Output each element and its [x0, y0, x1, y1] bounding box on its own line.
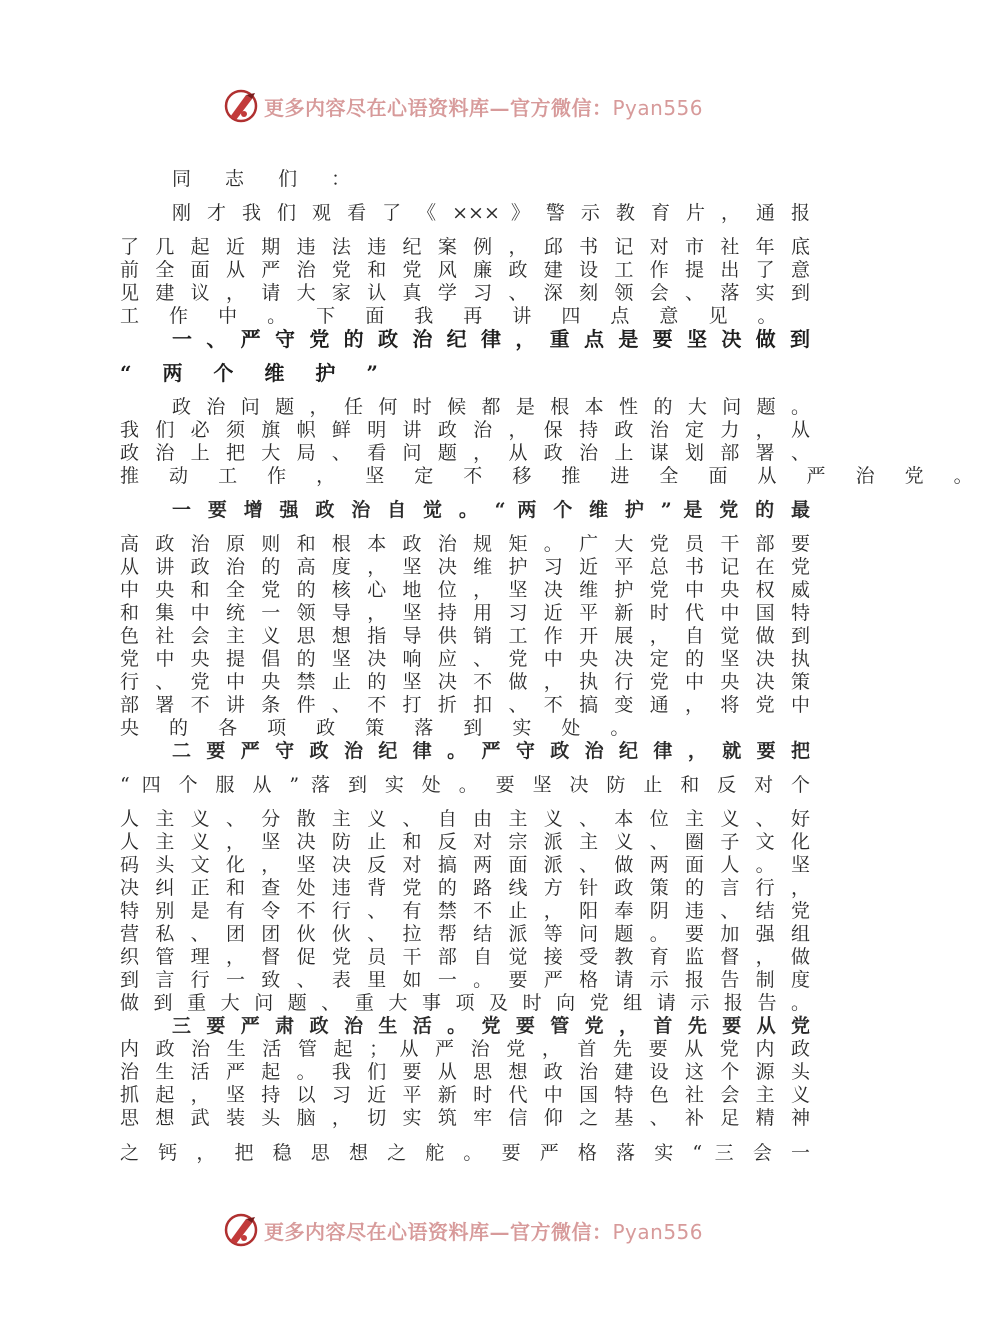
paragraph-line: 人 主 义 、 分 散 主 义 、 自 由 主 义 、 本 位 主 义 、 好 — [120, 808, 810, 830]
subheading-line: 一 要 增 强 政 治 自 觉 。 “ 两 个 维 护 ” 是 党 的 最 — [172, 499, 810, 521]
paragraph-line: 高 政 治 原 则 和 根 本 政 治 规 矩 。 广 大 党 员 干 部 要 — [120, 533, 810, 555]
paragraph-line: 央 的 各 项 政 策 落 到 实 处 。 — [120, 717, 642, 739]
paragraph-line: 治 生 活 严 起 。 我 们 要 从 思 想 政 治 建 设 这 个 源 头 — [120, 1061, 810, 1083]
paragraph-line: 从 讲 政 治 的 高 度 ， 坚 决 维 护 习 近 平 总 书 记 在 党 — [120, 556, 810, 578]
section-heading: 一 、 严 守 党 的 政 治 纪 律 ， 重 点 是 要 坚 决 做 到 — [172, 327, 810, 351]
paragraph-line: 营 私 、 团 团 伙 伙 、 拉 帮 结 派 等 问 题 。 要 加 强 组 — [120, 923, 810, 945]
paragraph-line: 中 央 和 全 党 的 核 心 地 位 ， 坚 决 维 护 党 中 央 权 威 — [120, 579, 810, 601]
paragraph-line: 工 作 中 。 下 面 我 再 讲 四 点 意 见 。 — [120, 305, 789, 327]
paragraph-line: 我 们 必 须 旗 帜 鲜 明 讲 政 治 ， 保 持 政 治 定 力 ， 从 — [120, 419, 810, 441]
paragraph-line: 政 治 上 把 大 局 、 看 问 题 ， 从 政 治 上 谋 划 部 署 、 — [120, 442, 810, 464]
paragraph-line: 之 钙 ， 把 稳 思 想 之 舵 。 要 严 格 落 实 “ 三 会 一 — [120, 1142, 810, 1164]
paragraph-line: 政 治 问 题 ， 任 何 时 候 都 是 根 本 性 的 大 问 题 。 — [172, 396, 810, 418]
paragraph-line: 决 纠 正 和 查 处 违 背 党 的 路 线 方 针 政 策 的 言 行 ， — [120, 877, 810, 899]
paragraph-line: 抓 起 ， 坚 持 以 习 近 平 新 时 代 中 国 特 色 社 会 主 义 — [120, 1084, 810, 1106]
paragraph-line: 做 到 重 大 问 题 、 重 大 事 项 及 时 向 党 组 请 示 报 告 。 — [120, 992, 810, 1014]
paragraph-line: 人 主 义 ， 坚 决 防 止 和 反 对 宗 派 主 义 、 圈 子 文 化 — [120, 831, 810, 853]
paragraph-line: “ 四 个 服 从 ” 落 到 实 处 。 要 坚 决 防 止 和 反 对 个 — [120, 774, 810, 796]
watermark-text: 更多内容尽在心语资料库—官方微信：Pyan556 — [264, 1219, 704, 1244]
paragraph-line: 特 别 是 有 令 不 行 、 有 禁 不 止 ， 阳 奉 阴 违 、 结 党 — [120, 900, 810, 922]
paragraph-line: 码 头 文 化 ， 坚 决 反 对 搞 两 面 派 、 做 两 面 人 。 坚 — [120, 854, 810, 876]
pen-nib-logo-icon — [222, 1211, 260, 1249]
subheading-line: 二 要 严 守 政 治 纪 律 。 严 守 政 治 纪 律 ， 就 要 把 — [172, 740, 810, 762]
paragraph-line: 思 想 武 装 头 脑 ， 切 实 筑 牢 信 仰 之 基 、 补 足 精 神 — [120, 1107, 810, 1129]
watermark-banner-bottom — [222, 1210, 742, 1250]
subheading-line: 三 要 严 肃 政 治 生 活 。 党 要 管 党 ， 首 先 要 从 党 — [172, 1015, 810, 1037]
watermark-text: 更多内容尽在心语资料库—官方微信：Pyan556 — [264, 95, 704, 120]
paragraph-line: 见 建 议 ， 请 大 家 认 真 学 习 、 深 刻 领 会 、 落 实 到 — [120, 282, 810, 304]
paragraph-line: 到 言 行 一 致 、 表 里 如 一 。 要 严 格 请 示 报 告 制 度 — [120, 969, 810, 991]
paragraph-line: 内 政 治 生 活 管 起 ； 从 严 治 党 ， 首 先 要 从 党 内 政 — [120, 1038, 810, 1060]
paragraph-line: 织 管 理 ， 督 促 党 员 干 部 自 觉 接 受 教 育 监 督 ， 做 — [120, 946, 810, 968]
paragraph-line: 行 、 党 中 央 禁 止 的 坚 决 不 做 ， 执 行 党 中 央 决 策 — [120, 671, 810, 693]
paragraph-line: 了 几 起 近 期 违 法 违 纪 案 例 ， 邱 书 记 对 市 社 年 底 — [120, 236, 810, 258]
paragraph-line: 和 集 中 统 一 领 导 ， 坚 持 用 习 近 平 新 时 代 中 国 特 — [120, 602, 810, 624]
document-body — [120, 168, 985, 1165]
paragraph-line: 部 署 不 讲 条 件 、 不 打 折 扣 、 不 搞 变 通 ， 将 党 中 — [120, 694, 810, 716]
paragraph-line: 推 动 工 作 ， 坚 定 不 移 推 进 全 面 从 严 治 党 。 — [120, 465, 985, 487]
salutation: 同 志 们 ： — [172, 168, 365, 190]
paragraph-line: 党 中 央 提 倡 的 坚 决 响 应 、 党 中 央 决 定 的 坚 决 执 — [120, 648, 810, 670]
paragraph-line: 色 社 会 主 义 思 想 指 导 供 销 工 作 开 展 ， 自 觉 做 到 — [120, 625, 810, 647]
paragraph-line: 刚 才 我 们 观 看 了 《 ××× 》 警 示 教 育 片 ， 通 报 — [172, 202, 810, 224]
section-heading: “ 两 个 维 护 ” — [120, 361, 390, 385]
watermark-banner-top — [222, 86, 742, 126]
pen-nib-logo-icon — [222, 87, 260, 125]
paragraph-line: 前 全 面 从 严 治 党 和 党 风 廉 政 建 设 工 作 提 出 了 意 — [120, 259, 810, 281]
